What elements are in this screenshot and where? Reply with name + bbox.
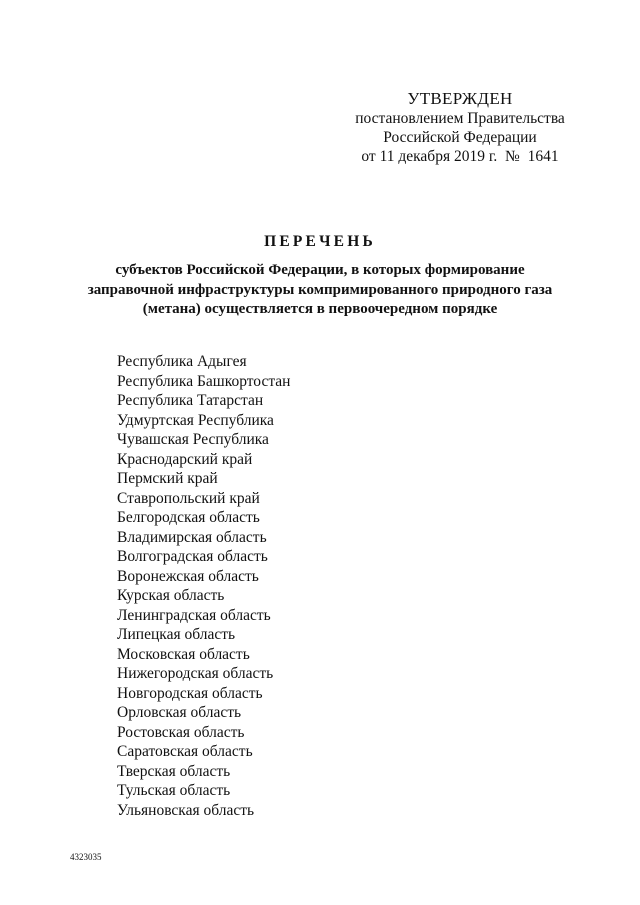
approval-line: постановлением Правительства xyxy=(355,110,565,127)
document-subtitle xyxy=(60,261,580,320)
subtitle-line: (метана) осуществляется в первоочередном порядке xyxy=(142,301,498,317)
list-item: Новгородская область xyxy=(117,684,263,702)
list-item: Удмуртская Республика xyxy=(117,411,274,429)
list-item: Республика Адыгея xyxy=(117,353,247,370)
approval-title: УТВЕРЖДЕН xyxy=(407,89,513,108)
list-item: Республика Башкортостан xyxy=(117,372,291,390)
list-item: Краснодарский край xyxy=(117,450,253,468)
list-item: Волгоградская область xyxy=(117,548,268,565)
list-item: Московская область xyxy=(117,645,250,663)
list-item: Ставропольский край xyxy=(117,489,260,507)
list-item: Курская область xyxy=(117,587,225,604)
list-item: Владимирская область xyxy=(117,528,267,546)
list-item: Ульяновская область xyxy=(117,801,255,819)
list-item: Чувашская Республика xyxy=(117,431,269,448)
document-code: 4323035 xyxy=(70,852,102,862)
list-item: Белгородская область xyxy=(117,509,260,526)
approval-line: Российской Федерации xyxy=(383,129,537,146)
list-item: Воронежская область xyxy=(117,567,259,585)
region-list xyxy=(117,352,290,820)
list-item: Пермский край xyxy=(117,470,218,487)
subtitle-line: субъектов Российской Федерации, в которых формирование xyxy=(115,262,525,278)
list-item: Тверская область xyxy=(117,762,231,780)
list-item: Республика Татарстан xyxy=(117,392,264,409)
list-item: Орловская область xyxy=(117,704,242,721)
document-heading: ПЕРЕЧЕНЬ xyxy=(264,233,376,250)
list-item: Тульская область xyxy=(117,782,231,799)
list-item: Нижегородская область xyxy=(117,665,274,682)
list-item: Ростовская область xyxy=(117,723,245,741)
approval-date-line: от 11 декабря 2019 г. № 1641 xyxy=(361,148,559,165)
list-item: Ленинградская область xyxy=(117,606,271,624)
list-item: Саратовская область xyxy=(117,743,253,760)
subtitle-line: заправочной инфраструктуры компримированного природного газа xyxy=(87,281,553,298)
list-item: Липецкая область xyxy=(117,626,236,643)
approval-block xyxy=(330,88,590,166)
